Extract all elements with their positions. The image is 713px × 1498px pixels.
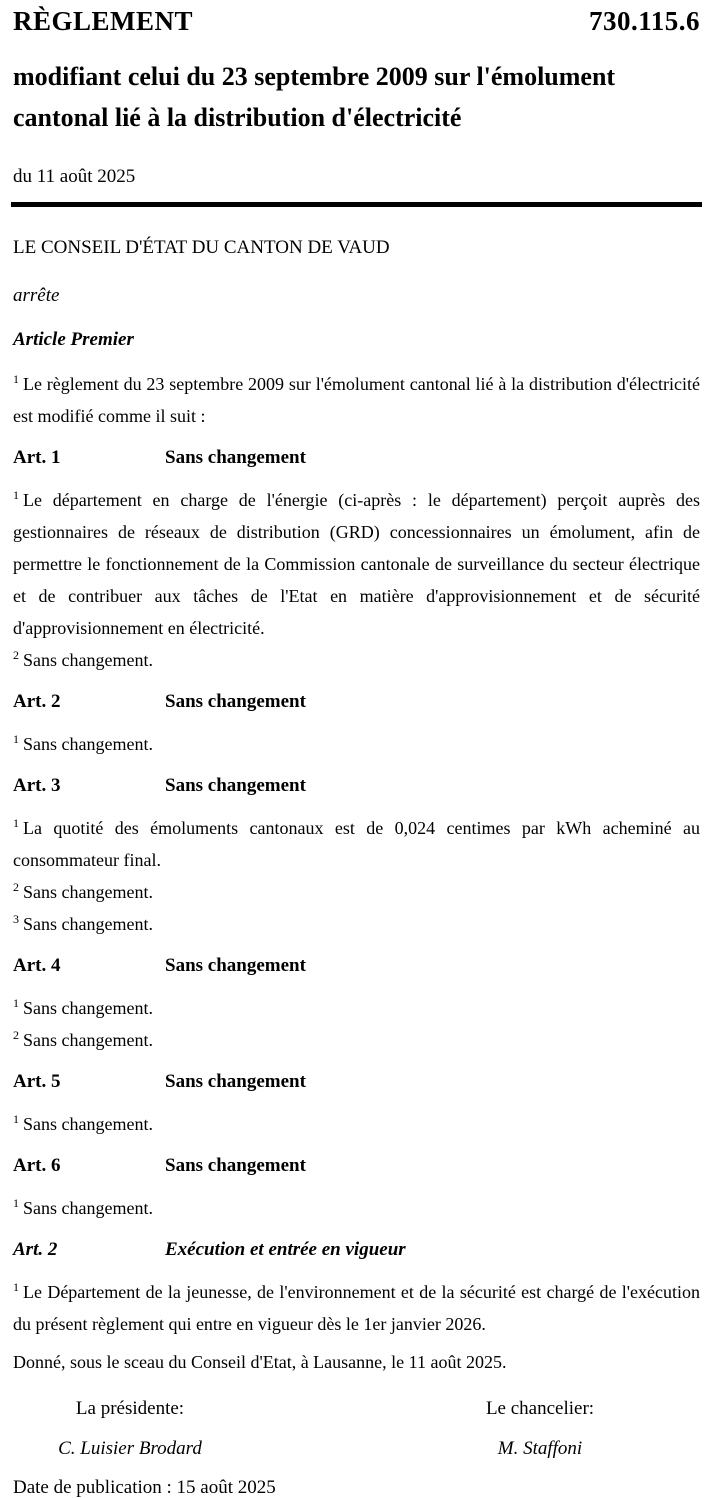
paragraph-text: Sans changement.	[23, 1114, 153, 1134]
article-paragraph	[13, 812, 700, 876]
article-body	[13, 728, 700, 760]
article-body	[13, 992, 700, 1056]
article-body	[13, 484, 700, 676]
article-paragraph	[13, 992, 700, 1024]
document-header	[13, 6, 700, 36]
article-title: Sans changement	[165, 775, 306, 796]
article-heading	[13, 689, 700, 715]
article-label: Art. 5	[13, 1071, 61, 1092]
article-section-execution	[13, 1237, 700, 1340]
paragraph-number: 2	[13, 648, 19, 662]
article-section-2	[13, 689, 700, 760]
paragraph-number: 2	[13, 1028, 19, 1042]
article-title: Sans changement	[165, 1155, 306, 1176]
signature-names-row	[13, 1436, 700, 1462]
article-premier-heading: Article Premier	[13, 329, 134, 350]
document-type-heading: RÈGLEMENT	[13, 6, 194, 36]
article-paragraph	[13, 1108, 700, 1140]
article-paragraph	[13, 644, 700, 676]
paragraph-text: Le Département de la jeunesse, de l'environnement et de la sécurité est chargé de l'exécution du présent règlement qui entre en vigueur dès le 1er janvier 2026.	[13, 1282, 700, 1334]
reference-number: 730.115.6	[588, 6, 700, 36]
signature-role-chancellor: Le chancelier:	[485, 1398, 595, 1419]
paragraph-number: 2	[13, 880, 19, 894]
article-heading	[13, 445, 700, 471]
article-paragraph	[13, 908, 700, 940]
article-title: Sans changement	[165, 1071, 306, 1092]
article-body	[13, 812, 700, 940]
article-label: Art. 3	[13, 775, 61, 796]
paragraph-text: Sans changement.	[23, 1198, 153, 1218]
article-paragraph	[13, 1192, 700, 1224]
article-section-3	[13, 773, 700, 940]
paragraph-number: 1	[13, 732, 19, 746]
signature-name-president: C. Luisier Brodard	[58, 1438, 202, 1459]
article-body	[13, 1192, 700, 1224]
paragraph-text: La quotité des émoluments cantonaux est de 0,024 centimes par kWh acheminé au consommateur final.	[13, 818, 700, 870]
article-label: Art. 2	[13, 691, 61, 712]
article-paragraph	[13, 728, 700, 760]
article-paragraph	[13, 1024, 700, 1056]
decree-word: arrête	[13, 285, 60, 306]
signature-roles-row	[13, 1396, 700, 1422]
document-title: modifiant celui du 23 septembre 2009 sur l'émolument cantonal lié à la distribution d'électricité	[13, 62, 616, 132]
paragraph-number: 1	[13, 1112, 19, 1126]
article-heading	[13, 1237, 700, 1263]
article-label: Art. 6	[13, 1155, 61, 1176]
article-heading	[13, 953, 700, 979]
article-paragraph	[13, 876, 700, 908]
paragraph-text: Sans changement.	[23, 650, 153, 670]
paragraph-number: 1	[13, 488, 19, 502]
publication-date-line: Date de publication : 15 août 2025	[13, 1477, 276, 1498]
article-heading	[13, 1069, 700, 1095]
paragraph-text: Sans changement.	[23, 882, 153, 902]
signature-role-president: La présidente:	[75, 1398, 185, 1419]
paragraph-text: Sans changement.	[23, 914, 153, 934]
article-title: Sans changement	[165, 447, 306, 468]
paragraph-number: 1	[13, 372, 19, 386]
paragraph-text: Sans changement.	[23, 998, 153, 1018]
article-section-5	[13, 1069, 700, 1140]
article-paragraph	[13, 1276, 700, 1340]
paragraph-text: Le règlement du 23 septembre 2009 sur l'émolument cantonal lié à la distribution d'électricité est modifié comme il suit :	[13, 374, 700, 426]
article-body	[13, 1276, 700, 1340]
authority-line: LE CONSEIL D'ÉTAT DU CANTON DE VAUD	[13, 237, 390, 258]
article-label: Art. 4	[13, 955, 61, 976]
article-section-6	[13, 1153, 700, 1224]
document-date-line: du 11 août 2025	[13, 166, 136, 187]
paragraph-number: 3	[13, 912, 19, 926]
article-label: Art. 2	[13, 1239, 58, 1260]
article-title: Sans changement	[165, 955, 306, 976]
signature-name-chancellor: M. Staffoni	[497, 1438, 583, 1459]
paragraph-text: Le département en charge de l'énergie (ci-après : le département) perçoit auprès des gestionnaires de réseaux de distribution (GRD) concessionnaires un émolument, afin de permettre le fonctionnement de la Commission cantonale de surveillance du secteur électrique et de contribuer aux tâches de l'Etat en matière d'approvisionnement et de sécurité d'approvisionnement en électricité.	[13, 490, 700, 638]
divider-rule	[11, 202, 702, 207]
article-heading	[13, 1153, 700, 1179]
paragraph-number: 1	[13, 1196, 19, 1210]
paragraph-text: Sans changement.	[23, 734, 153, 754]
paragraph-number: 1	[13, 816, 19, 830]
article-title: Sans changement	[165, 691, 306, 712]
article-heading	[13, 773, 700, 799]
article-section-4	[13, 953, 700, 1056]
given-under-seal-line: Donné, sous le sceau du Conseil d'Etat, à Lausanne, le 11 août 2025.	[13, 1352, 507, 1372]
paragraph-number: 1	[13, 996, 19, 1010]
article-title: Exécution et entrée en vigueur	[165, 1239, 406, 1260]
article-label: Art. 1	[13, 447, 61, 468]
preamble-paragraph	[13, 368, 700, 432]
paragraph-number: 1	[13, 1280, 19, 1294]
article-section-1	[13, 445, 700, 676]
article-body	[13, 1108, 700, 1140]
paragraph-text: Sans changement.	[23, 1030, 153, 1050]
article-paragraph	[13, 484, 700, 644]
